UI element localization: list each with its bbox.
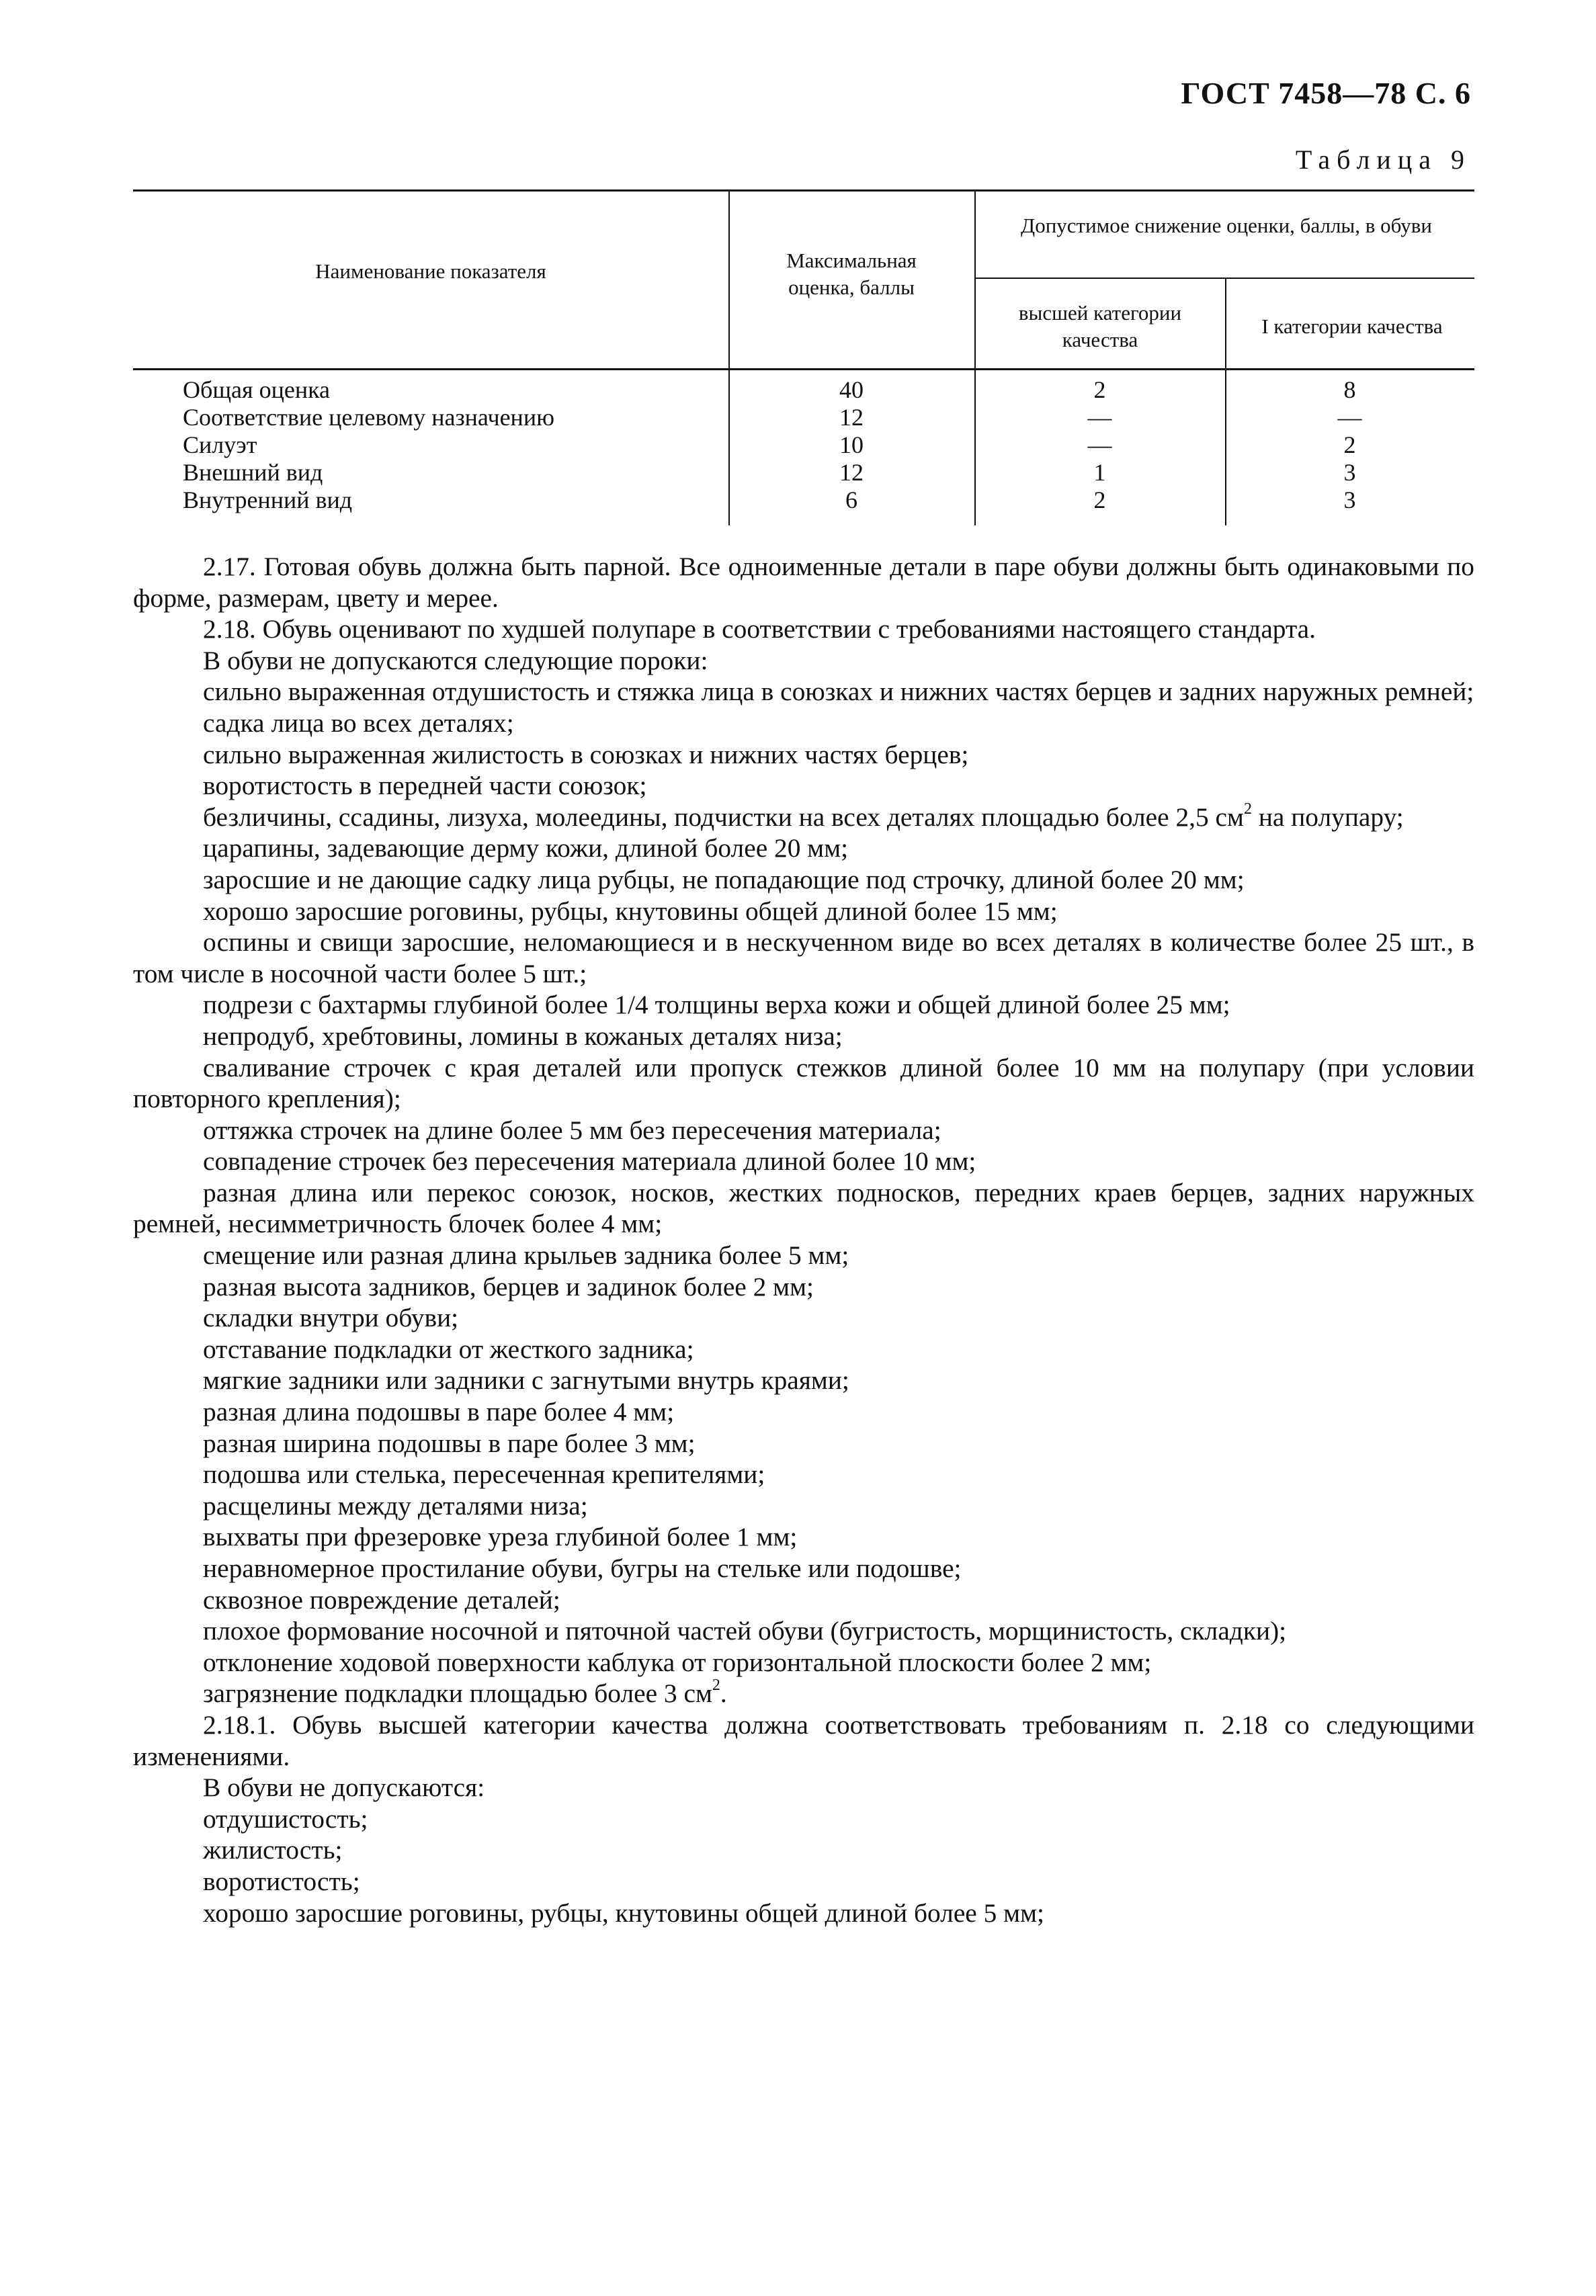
header-highest-category: высшей категории качества bbox=[1018, 301, 1182, 351]
defect-item: отклонение ходовой поверхности каблука от горизонтальной плоскости более 2 мм; bbox=[203, 1647, 1152, 1677]
row-max-4: 12 bbox=[839, 459, 864, 486]
defect-item: подрези с бахтармы глубиной более 1/4 толщины верха кожи и общей длиной более 25 мм; bbox=[203, 990, 1230, 1020]
superscript-2: 2 bbox=[712, 1676, 720, 1695]
defect-item: разная высота задников, берцев и задинок более 2 мм; bbox=[203, 1271, 814, 1302]
defect-item-area-text: безличины, ссадины, лизуха, молеедины, подчистки на всех деталях площадью более 2,5 см bbox=[203, 802, 1244, 832]
defect-item: сваливание строчек с края деталей или пропуск стежков длиной более 10 мм на полупару (при условии повторного крепления); bbox=[133, 1052, 1474, 1114]
table-top-rule bbox=[133, 189, 1474, 192]
row-name-5: Внутренний вид bbox=[183, 486, 353, 513]
defect-item: смещение или разная длина крыльев задника более 5 мм; bbox=[203, 1240, 849, 1271]
defect-item-lining bbox=[133, 1678, 1474, 1709]
defect-item: разная длина или перекос союзок, носков, жестких подносков, передних краев берцев, задних наружных ремней, несимметричность блочек более 4 мм; bbox=[133, 1177, 1474, 1239]
defect-item: расщелины между деталями низа; bbox=[203, 1490, 588, 1521]
paragraph-2-18: 2.18. Обувь оценивают по худшей полупаре в соответствии с требованиями настоящего стандарта. bbox=[203, 614, 1316, 644]
table-header-rule bbox=[133, 368, 1474, 370]
defects2-intro: В обуви не допускаются: bbox=[203, 1773, 485, 1803]
header-indicator-name: Наименование показателя bbox=[315, 259, 546, 283]
row-first-1: 8 bbox=[1343, 376, 1356, 403]
defect-item: складки внутри обуви; bbox=[203, 1303, 459, 1333]
row-high-3: — bbox=[1087, 431, 1112, 458]
defect-item: отставание подкладки от жесткого задника; bbox=[203, 1334, 694, 1364]
header-max-score: Максимальная оценка, баллы bbox=[786, 249, 917, 299]
defect-item: сильно выраженная жилистость в союзках и нижних частях берцев; bbox=[203, 739, 969, 769]
row-first-5: 3 bbox=[1343, 486, 1356, 513]
row-max-3: 10 bbox=[839, 431, 864, 458]
defect-item: плохое формование носочной и пяточной частей обуви (бугристость, морщинистость, складки); bbox=[203, 1616, 1287, 1646]
row-name-4: Внешний вид bbox=[183, 459, 323, 486]
row-max-5: 6 bbox=[845, 486, 857, 513]
row-first-3: 2 bbox=[1343, 431, 1356, 458]
defect-item: разная длина подошвы в паре более 4 мм; bbox=[203, 1397, 675, 1427]
defect-item: непродуб, хребтовины, ломины в кожаных деталях низа; bbox=[203, 1021, 843, 1051]
row-high-5: 2 bbox=[1093, 486, 1106, 513]
defect-item-area-tail: на полупару; bbox=[1251, 802, 1404, 832]
row-name-2: Соответствие целевому назначению bbox=[183, 404, 554, 431]
defect-item: разная ширина подошвы в паре более 3 мм; bbox=[203, 1428, 696, 1458]
header-first-category: I категории качества bbox=[1261, 314, 1443, 338]
defect2-item: отдушистость; bbox=[203, 1803, 368, 1834]
defect-item: оттяжка строчек на длине более 5 мм без пересечения материала; bbox=[203, 1115, 941, 1145]
defect-item: воротистость в передней части союзок; bbox=[203, 771, 647, 801]
defect-item: хорошо заросшие роговины, рубцы, кнутовины общей длиной более 15 мм; bbox=[203, 896, 1058, 926]
row-max-2: 12 bbox=[839, 404, 864, 431]
defect2-item: воротистость; bbox=[203, 1866, 360, 1896]
defect-item-area bbox=[133, 802, 1474, 833]
defect-item: подошва или стелька, пересеченная крепителями; bbox=[203, 1459, 765, 1490]
row-first-4: 3 bbox=[1343, 459, 1356, 486]
row-name-3: Силуэт bbox=[183, 431, 257, 458]
defect2-item: хорошо заросшие роговины, рубцы, кнутовины общей длиной более 5 мм; bbox=[203, 1898, 1044, 1928]
table-subheader-rule bbox=[974, 278, 1474, 279]
defect-item: заросшие и не дающие садку лица рубцы, не попадающие под строчку, длиной более 20 мм; bbox=[203, 864, 1245, 894]
header-allowed-decrease: Допустимое снижение оценки, баллы, в обуви bbox=[1021, 214, 1432, 237]
row-high-2: — bbox=[1087, 404, 1112, 431]
table-caption: Таблица 9 bbox=[1295, 144, 1471, 175]
defect-item: сквозное повреждение деталей; bbox=[203, 1584, 560, 1615]
defect-item: мягкие задники или задники с загнутыми внутрь краями; bbox=[203, 1365, 849, 1396]
defect-item: оспины и свищи заросшие, неломающиеся и в нескученном виде во всех деталях в количестве более 25 шт., в том числе в носочной части более 5 шт.; bbox=[133, 927, 1474, 988]
defect-item: совпадение строчек без пересечения материала длиной более 10 мм; bbox=[203, 1146, 976, 1177]
row-name-1: Общая оценка bbox=[183, 376, 331, 403]
row-high-4: 1 bbox=[1093, 459, 1106, 486]
paragraph-2-18-1: 2.18.1. Обувь высшей категории качества должна соответствовать требованиям п. 2.18 со следующими изменениями. bbox=[133, 1709, 1474, 1771]
row-first-2: — bbox=[1337, 404, 1362, 431]
defect-item: неравномерное простилание обуви, бугры на стельке или подошве; bbox=[203, 1554, 962, 1583]
defects-intro: В обуви не допускаются следующие пороки: bbox=[203, 645, 708, 675]
row-max-1: 40 bbox=[839, 376, 864, 403]
defect-item-lining-tail: . bbox=[720, 1678, 727, 1709]
paragraph-2-17: 2.17. Готовая обувь должна быть парной. Все одноименные детали в паре обуви должны быть одинаковыми по форме, размерам, цвету и мерее. bbox=[133, 552, 1474, 613]
quality-table bbox=[133, 189, 1474, 525]
defect-item: царапины, задевающие дерму кожи, длиной более 20 мм; bbox=[203, 833, 849, 863]
defect-item: сильно выраженная отдушистость и стяжка лица в союзках и нижних частях берцев и задних наружных ремней; bbox=[203, 677, 1474, 707]
page-number-header: ГОСТ 7458—78 С. 6 bbox=[1181, 76, 1471, 110]
defect-item: выхваты при фрезеровке уреза глубиной более 1 мм; bbox=[203, 1522, 798, 1552]
defect-item: садка лица во всех деталях; bbox=[203, 708, 514, 738]
body-text bbox=[133, 551, 1474, 1928]
defect2-item: жилистость; bbox=[203, 1835, 343, 1865]
defect-item-lining-text: загрязнение подкладки площадью более 3 см bbox=[203, 1678, 712, 1709]
row-high-1: 2 bbox=[1093, 376, 1106, 403]
superscript-2: 2 bbox=[1243, 800, 1252, 818]
